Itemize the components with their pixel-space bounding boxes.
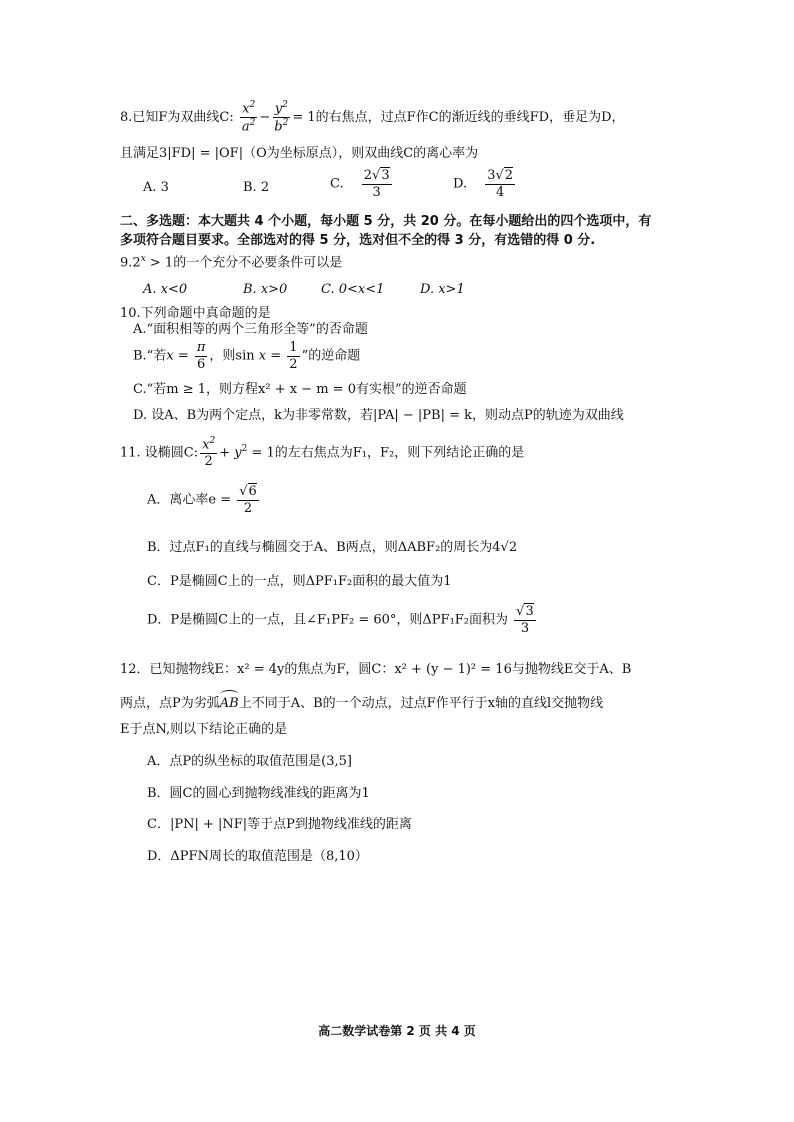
- section2-heading-line1: 二、多选题：本大题共 4 个小题，每小题 5 分，共 20 分。在每小题给出的四个选项中，有: [120, 214, 652, 229]
- q10-b-mid: ，则: [209, 348, 236, 364]
- q11-d-pre: D．P是椭圆C上的一点，且∠F₁PF₂ = 60°，则ΔPF₁F₂面积为: [147, 612, 509, 628]
- q10-option-c: C.“若m ≥ 1，则方程x² + x − m = 0有实根”的逆否命题: [133, 382, 467, 397]
- q10-option-d: D. 设A、B为两个定点，k为非零常数，若|PA| − |PB| = k，则动点P的轨迹为双曲线: [133, 408, 624, 423]
- q8-option-b: B. 2: [243, 180, 270, 195]
- q8-text-b: 的右焦点，过点F作C的渐近线的垂线FD，垂足为D，: [315, 109, 625, 125]
- section2-heading-line2: 多项符合题目要求。全部选对的得 5 分，选对但不全的得 3 分，有选错的得 0 分.: [120, 233, 596, 248]
- q9-stem-text: 的一个充分不必要条件可以是: [173, 255, 343, 271]
- q11-a-pre: A．离心率e =: [147, 492, 232, 508]
- fraction-2sqrt3-3: $\frac{2√3}{3}$: [363, 168, 390, 200]
- q9-option-b: B. x>0: [243, 282, 288, 297]
- q9-option-c: C. 0<x<1: [321, 282, 385, 297]
- q11-stem: 11. 设椭圆C: $\frac{x^2}{2}$ + $y^2 = 1$的左右焦点为F₁，F₂，则下列结论正确的是: [120, 436, 525, 469]
- fraction-1-2: $\frac{1}{2}$: [289, 340, 298, 372]
- q11-stem-pre: 11. 设椭圆C:: [120, 445, 199, 461]
- q12-stem-line3: E于点N,则以下结论正确的是: [120, 722, 288, 737]
- page-footer: 高二数学试卷第 2 页 共 4 页: [318, 1024, 476, 1038]
- fraction-pi-6: $\frac{\pi}{6}$: [196, 340, 206, 372]
- fraction-x2-2: $\frac{x^2}{2}$: [202, 436, 216, 469]
- q11-option-d: [147, 604, 538, 636]
- q12-option-c: C．|PN| + |NF|等于点P到抛物线准线的距离: [147, 817, 412, 832]
- fraction-sqrt6-2: $\frac{√6}{2}$: [239, 484, 257, 516]
- q9-option-d: D. x>1: [420, 282, 465, 297]
- q8-option-d: [453, 168, 517, 200]
- q12-option-b: B．圆C的圆心到抛物线准线的距离为1: [147, 786, 370, 801]
- arc-ab: AB: [219, 696, 239, 711]
- q12-line2-post: 上不同于A、B的一个动点，过点F作平行于x轴的直线l交抛物线: [238, 696, 604, 711]
- q8-option-c: [330, 168, 394, 200]
- q12-stem-line1: 12．已知抛物线E：x² = 4y的焦点为F，圆C：x² + (y − 1)² = 16与抛物线E交于A、B: [120, 662, 632, 677]
- fraction-x2-a2: $\frac{x^2}{a^2}$: [241, 100, 256, 135]
- q8-option-c-label: C.: [330, 176, 344, 192]
- q10-stem: 10.下列命题中真命题的是: [120, 306, 271, 321]
- q12-line2-pre: 两点，点P为劣弧: [120, 696, 220, 711]
- fraction-3sqrt2-4: $\frac{3√2}{4}$: [487, 168, 514, 200]
- q10-b-pre: B.“若: [133, 348, 167, 364]
- q8-text-a: 8.已知F为双曲线C:: [120, 109, 238, 125]
- q11-stem-post: 的左右焦点为F₁，F₂，则下列结论正确的是: [274, 445, 525, 461]
- q8-stem-line2: 且满足3|FD| = |OF|（O为坐标原点），则双曲线C的离心率为: [120, 146, 479, 161]
- q12-stem-line2: [120, 696, 603, 712]
- fraction-sqrt3-3: $\frac{√3}{3}$: [516, 604, 534, 636]
- q8-option-a: A. 3: [143, 180, 169, 195]
- q8-option-d-label: D.: [453, 176, 468, 192]
- q12-option-a: A．点P的纵坐标的取值范围是(3,5]: [147, 754, 352, 769]
- q8-stem-line1: 8.已知F为双曲线C: $\frac{x^2}{a^2}$ − $\frac{y^2}{b^2}$ = 1的右焦点，过点F作C的渐近线的垂线FD，垂足为D，: [120, 100, 625, 135]
- q11-option-b: B．过点F₁的直线与椭圆交于A、B两点，则ΔABF₂的周长为4√2: [147, 540, 518, 555]
- fraction-y2-b2: $\frac{y^2}{b^2}$: [274, 100, 289, 135]
- q9-option-a: A. x<0: [143, 282, 188, 297]
- q10-option-b: B.“若x = $\frac{\pi}{6}$ ，则sin x = $\frac{1}{2}$ ”的逆命题: [133, 340, 361, 372]
- q11-option-a: [147, 484, 261, 516]
- q11-option-c: C．P是椭圆C上的一点，则ΔPF₁F₂面积的最大值为1: [147, 574, 452, 589]
- q10-b-post: ”的逆命题: [301, 348, 361, 364]
- q9-stem: $9.2^x > 1$的一个充分不必要条件可以是: [120, 254, 343, 271]
- q10-option-a: A.“面积相等的两个三角形全等”的否命题: [133, 322, 368, 337]
- q12-option-d: D．ΔPFN周长的取值范围是（8,10）: [147, 849, 368, 864]
